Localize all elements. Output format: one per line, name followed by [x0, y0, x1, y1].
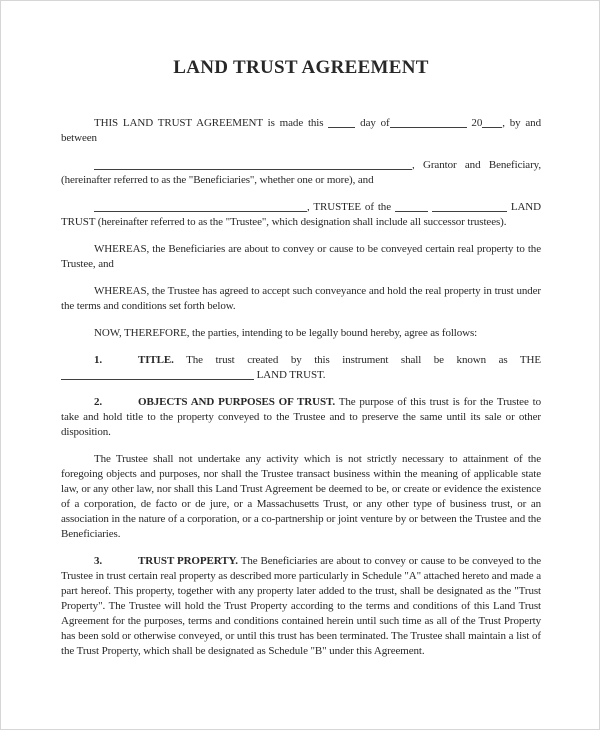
trustee-paragraph [61, 200, 541, 230]
section-3-number: 3. [94, 555, 103, 567]
section-3-text: The Beneficiaries are about to convey or cause to be conveyed to the Trustee in trust certain real property as described more particularly in Schedule "A" attached hereto and made a part hereof. This property, together with any property later added to the trust, shall be designated as the "Trust Property". The Trustee will hold the Trust Property according to the terms and conditions of this Land Trust Agreement for the purposes, terms and conditions contained herein until such time as all of the Trust Property has been sold or otherwise conveyed, or until this trust has been terminated. The Trustee shall maintain a list of the Trust Property, which shall be designated as Schedule "B" under this Agreement. [61, 555, 541, 657]
intro-day-of-text: day of [355, 117, 390, 129]
grantor-clause-text: , Grantor and Beneficiary, (hereinafter referred to as the "Beneficiaries", whether one or more), and [61, 159, 541, 186]
section-2-continuation-paragraph: The Trustee shall not undertake any activity which is not strictly necessary to attainment of the foregoing objects and purposes, nor shall the Trustee transact business within the meaning of applicable state law, or any other law, nor shall this Land Trust Agreement be deemed to be, or create or evidence the existence of a corporation, de facto or de jure, or a Massachusetts Trust, or any other type of business trust, or an association in the nature of a corporation, or a co-partnership or joint venture by or between the Trustee and the Beneficiaries. [61, 453, 541, 540]
grantor-paragraph [61, 158, 541, 188]
trustee-name-blank-line [94, 200, 307, 212]
section-3-trust-property [61, 554, 541, 659]
document-title: LAND TRUST AGREEMENT [173, 57, 429, 78]
trust-name-blank-line-2 [432, 200, 507, 212]
section-1-title [61, 353, 541, 383]
section-3-heading: TRUST PROPERTY. [138, 555, 238, 567]
section-1-text-after-blank: LAND TRUST. [254, 369, 326, 381]
section-2-number: 2. [94, 396, 103, 408]
trustee-clause-text: , TRUSTEE of the [307, 201, 395, 213]
section-1-number: 1. [94, 354, 103, 366]
day-blank-line [328, 116, 355, 128]
grantor-name-blank-line [94, 158, 412, 170]
intro-closing-text: , by and between [61, 117, 541, 144]
intro-paragraph [61, 116, 541, 146]
section-2-heading: OBJECTS AND PURPOSES OF TRUST. [138, 396, 336, 408]
trustee-clause-text-2: LAND TRUST (hereinafter referred to as the "Trustee", which designation shall include all successor trustees). [61, 201, 541, 228]
section-1-heading: TITLE. [138, 354, 174, 366]
year-blank-line [482, 116, 502, 128]
section-1-text-before-blank: The trust created by this instrument shall be known as THE [173, 354, 541, 366]
intro-made-this-text: is made this [262, 117, 329, 129]
section-2-text: The purpose of this trust is for the Trustee to take and hold title to the property conveyed to the Trustee and to preserve the same until its sale or other disposition. [61, 396, 541, 438]
month-blank-line [390, 116, 467, 128]
trust-title-blank-line [61, 368, 254, 380]
recital-now-therefore: NOW, THEREFORE, the parties, intending to be legally bound hereby, agree as follows: [94, 327, 478, 339]
recital-whereas-trustee: WHEREAS, the Trustee has agreed to accept such conveyance and hold the real property in trust under the terms and conditions set forth below. [61, 285, 541, 312]
trust-name-blank-line-1 [395, 200, 428, 212]
section-2-objects-and-purposes [61, 395, 541, 440]
intro-opening: THIS LAND TRUST AGREEMENT [94, 117, 263, 129]
intro-year-prefix-text: 20 [466, 117, 483, 129]
recital-whereas-beneficiaries: WHEREAS, the Beneficiaries are about to convey or cause to be conveyed certain real property to the Trustee, and [61, 243, 541, 270]
